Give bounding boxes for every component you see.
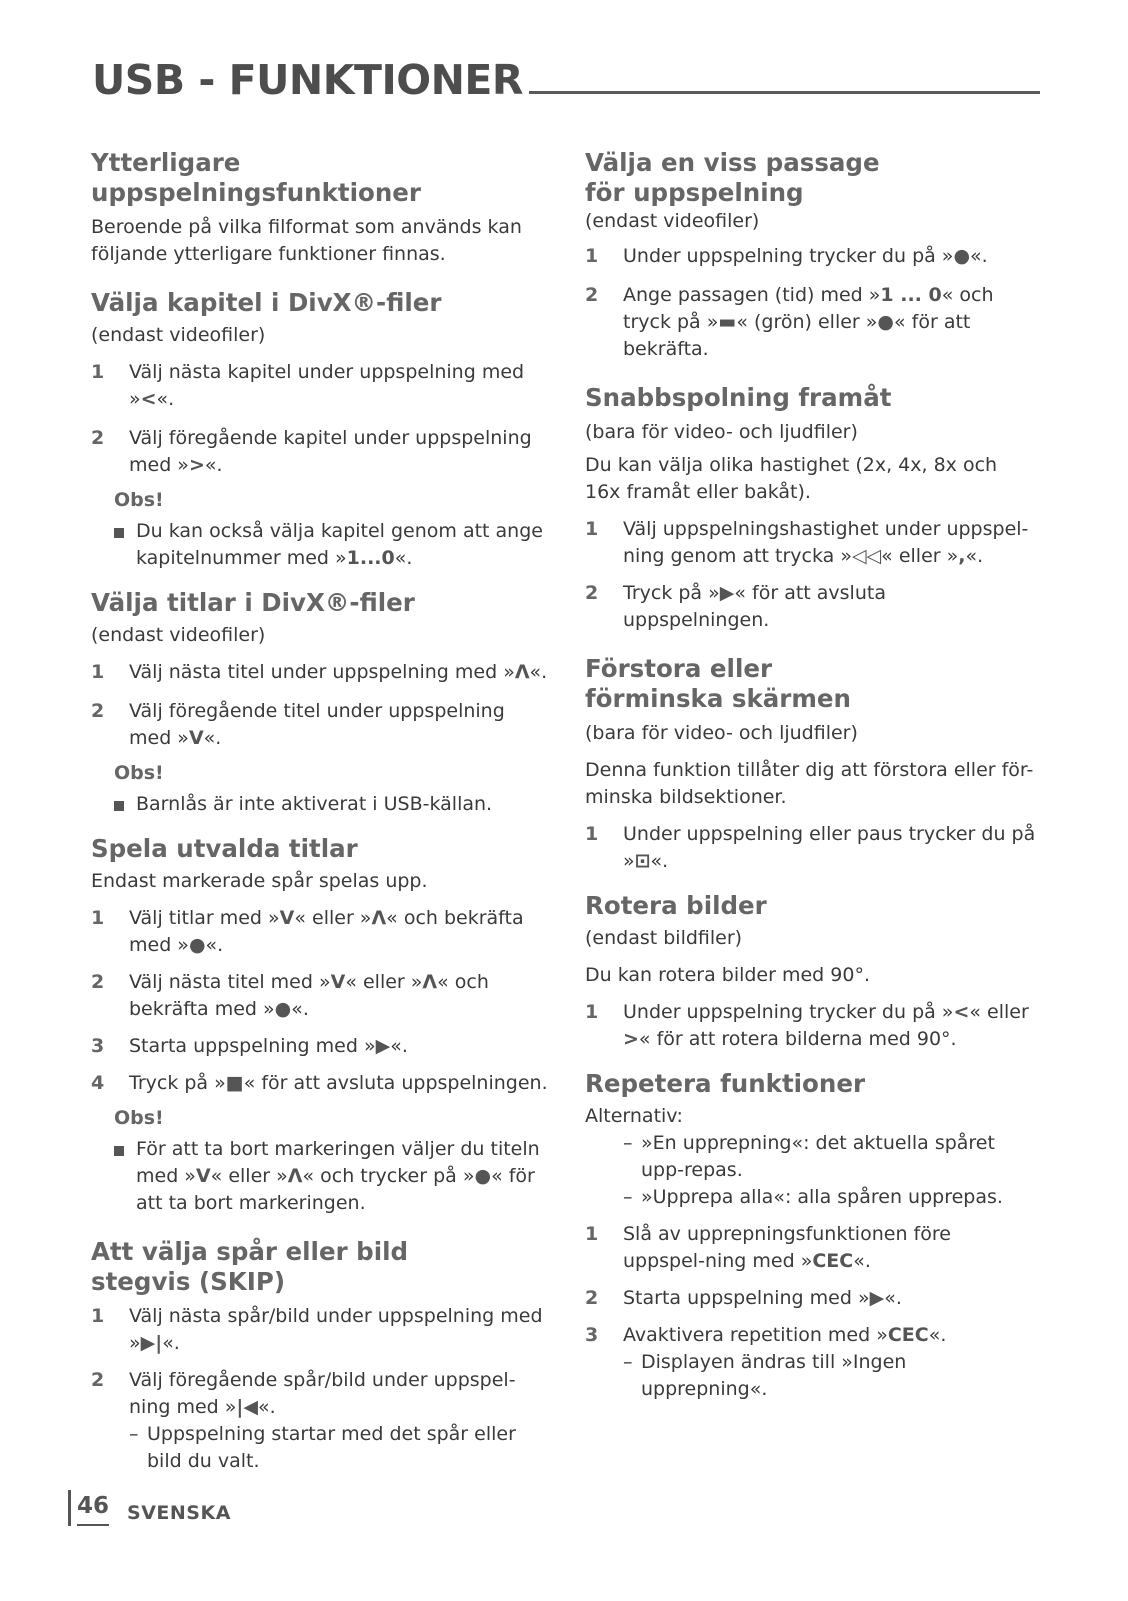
bullet-text-end: «.: [394, 547, 413, 569]
bullet-text: « för att ta bort markeringen.: [136, 1165, 535, 1214]
step-item: [585, 580, 1037, 634]
chevron-left-icon: <: [953, 1001, 970, 1023]
page-number: 46: [77, 1492, 109, 1526]
square-bullet-icon: [114, 1146, 124, 1156]
bullet-item: [114, 791, 551, 818]
skip-next-icon: ▶|: [140, 1332, 163, 1354]
green-button-icon: ▬: [718, 311, 737, 333]
dash-text: »En upprepning«: det aktuella spåret upp-repas.: [641, 1132, 995, 1181]
dash-item: – Displayen ändras till »Ingen upprepning«.: [623, 1349, 1037, 1403]
step-text: « eller: [969, 1001, 1029, 1023]
dash-text: Displayen ändras till »Ingen upprepning«.: [641, 1351, 907, 1400]
page-header: [92, 52, 1040, 102]
step-text: «.: [965, 545, 984, 567]
ok-dot-icon: ●: [877, 311, 894, 333]
number-keys-symbol: 1 ... 0: [880, 284, 942, 306]
step-text: « eller »: [345, 971, 423, 993]
step-text: Välj föregående kapitel under uppspelning med »: [129, 427, 532, 476]
step-number: 1: [585, 1223, 599, 1245]
chevron-down-icon: V: [279, 907, 295, 929]
square-bullet-icon: [114, 528, 124, 538]
section-title: Välja titlar i DivX®-filer: [91, 588, 415, 617]
step-number: 2: [585, 1287, 599, 1309]
step-text: Välj nästa titel med »: [129, 971, 331, 993]
step-item: [91, 905, 551, 959]
step-text-end: «.: [156, 388, 175, 410]
step-number: 1: [91, 661, 105, 683]
chevron-up-icon: Λ: [422, 971, 438, 993]
section-intro: Denna funktion tillåter dig att förstora eller för-minska bildsektioner.: [585, 759, 1034, 808]
step-text: « för att rotera bilderna med 90°.: [638, 1028, 957, 1050]
step-text: «.: [205, 934, 224, 956]
step-number: 1: [585, 518, 599, 540]
section-title: Välja en viss passage för uppspelning: [585, 148, 880, 207]
skip-prev-icon: |◀: [236, 1396, 258, 1418]
chevron-right-icon: >: [188, 454, 205, 476]
step-text: « och bekräfta med »: [129, 907, 524, 956]
forward-icon: ,: [958, 545, 966, 567]
obs-label: Obs!: [114, 1107, 164, 1129]
section-intro: Alternativ:: [585, 1105, 683, 1127]
step-text: Under uppspelning trycker du på »: [623, 245, 954, 267]
step-number: 3: [91, 1035, 105, 1057]
step-text: Välj titlar med »: [129, 907, 280, 929]
step-text: « och bekräfta med »: [129, 971, 489, 1020]
step-number: 2: [91, 1369, 105, 1391]
step-text: «.: [853, 1250, 871, 1272]
bullet-text: « eller »: [210, 1165, 288, 1187]
step-number: 2: [585, 284, 599, 306]
section-note: (endast videofiler): [585, 210, 760, 232]
obs-label: Obs!: [114, 489, 164, 511]
section-title: Snabbspolning framåt: [585, 383, 892, 412]
step-item: [585, 999, 1037, 1053]
dash-item: – Uppspelning startar med det spår eller bild du valt.: [129, 1421, 551, 1475]
step-text: Slå av upprepningsfunktionen före uppspel-ning med »: [623, 1223, 951, 1272]
bullet-item: [114, 518, 551, 572]
step-text: «.: [970, 245, 988, 267]
step-number: 1: [585, 823, 599, 845]
step-number: 2: [91, 971, 105, 993]
step-text: «.: [291, 998, 309, 1020]
step-text: Välj nästa kapitel under uppspelning med »: [129, 361, 525, 410]
step-number: 2: [91, 700, 105, 722]
ok-dot-icon: ●: [188, 934, 206, 956]
section-note: (endast videofiler): [91, 624, 266, 646]
dash-text: »Upprepa alla«: alla spåren upprepas.: [641, 1186, 1003, 1208]
step-text: « eller »: [881, 545, 959, 567]
obs-label: Obs!: [114, 762, 164, 784]
step-item: [585, 1221, 1037, 1275]
section-title: Spela utvalda titlar: [91, 834, 358, 863]
dash-item: – »En upprepning«: det aktuella spåret upp-repas.: [623, 1130, 1037, 1184]
step-text: Starta uppspelning med »: [129, 1035, 376, 1057]
section-title: Förstora eller förminska skärmen: [585, 654, 851, 713]
section-title: Att välja spår eller bild stegvis (SKIP): [91, 1237, 409, 1296]
step-text: Starta uppspelning med »: [623, 1287, 870, 1309]
play-icon: ▶: [375, 1035, 391, 1057]
stop-icon: ■: [225, 1072, 244, 1094]
step-item: [91, 969, 551, 1023]
cec-button-label: CEC: [887, 1324, 929, 1346]
ok-dot-icon: ●: [274, 998, 292, 1020]
section-note: (bara för video- och ljudfiler): [585, 421, 858, 443]
section-intro: Beroende på vilka filformat som används kan följande ytterligare funktioner finnas.: [91, 216, 522, 265]
header-rule: [529, 91, 1040, 94]
chevron-down-icon: V: [195, 1165, 211, 1187]
section-intro: Endast markerade spår spelas upp.: [91, 870, 428, 892]
step-item: [585, 1322, 1037, 1403]
play-icon: ▶: [719, 582, 735, 604]
page-footer: [68, 1488, 231, 1526]
step-number: 1: [91, 907, 105, 929]
bullet-item: [114, 1136, 551, 1217]
step-item: [585, 243, 1037, 270]
section-title: Välja kapitel i DivX®-filer: [91, 288, 442, 317]
step-item: [585, 821, 1037, 875]
chevron-down-icon: V: [330, 971, 346, 993]
section-title: Repetera funktioner: [585, 1069, 866, 1098]
chevron-up-icon: Λ: [371, 907, 387, 929]
section-note: (endast bildfiler): [585, 927, 743, 949]
section-title: Rotera bilder: [585, 891, 767, 920]
language-label: SVENSKA: [127, 1502, 231, 1524]
dash-item: – »Upprepa alla«: alla spåren upprepas.: [623, 1184, 1037, 1211]
step-item: [91, 1070, 551, 1097]
step-item: [91, 359, 551, 413]
step-text: Under uppspelning eller paus trycker du på »: [623, 823, 1036, 872]
step-text: Ange passagen (tid) med »: [623, 284, 881, 306]
step-text: Under uppspelning trycker du på »: [623, 1001, 954, 1023]
step-number: 2: [585, 582, 599, 604]
play-icon: ▶: [869, 1287, 885, 1309]
step-text-end: «.: [529, 661, 548, 683]
step-text: «.: [257, 1396, 276, 1418]
page-title: USB - FUNKTIONER: [92, 56, 523, 104]
chevron-down-icon: V: [188, 727, 204, 749]
step-number: 1: [585, 1001, 599, 1023]
ok-dot-icon: ●: [474, 1165, 492, 1187]
step-text: Välj nästa spår/bild under uppspelning med »: [129, 1305, 543, 1354]
step-text: «.: [928, 1324, 947, 1346]
step-text: «.: [162, 1332, 180, 1354]
step-text: «.: [884, 1287, 902, 1309]
step-number: 1: [91, 361, 105, 383]
step-text: Avaktivera repetition med »: [623, 1324, 888, 1346]
chevron-left-icon: <: [140, 388, 157, 410]
step-number: 4: [91, 1072, 105, 1094]
step-item: [91, 659, 551, 686]
step-item: [91, 1303, 551, 1357]
bullet-text: Barnlås är inte aktiverat i USB-källan.: [136, 793, 493, 815]
step-text: « för att avsluta uppspelningen.: [243, 1072, 548, 1094]
number-keys-symbol: 1...0: [346, 547, 395, 569]
step-item: [91, 1367, 551, 1475]
rewind-icon: ◁◁: [851, 545, 882, 567]
step-item: [91, 698, 551, 752]
section-intro: Du kan välja olika hastighet (2x, 4x, 8x och 16x framåt eller bakåt).: [585, 454, 998, 503]
step-item: [585, 516, 1037, 570]
step-text: « för att bekräfta.: [623, 311, 971, 360]
footer-bar: [68, 1490, 71, 1526]
step-number: 3: [585, 1324, 599, 1346]
square-bullet-icon: [114, 801, 124, 811]
step-item: [91, 1033, 551, 1060]
step-text: Tryck på »: [623, 582, 720, 604]
zoom-icon: ⊡: [634, 850, 651, 872]
step-text-end: «.: [204, 454, 223, 476]
chevron-up-icon: Λ: [514, 661, 530, 683]
step-number: 1: [585, 245, 599, 267]
step-text: Välj föregående spår/bild under uppspel-ning med »: [129, 1369, 516, 1418]
step-text: « (grön) eller »: [736, 311, 878, 333]
section-note: (bara för video- och ljudfiler): [585, 722, 858, 744]
step-text: Tryck på »: [129, 1072, 226, 1094]
chevron-right-icon: >: [623, 1028, 639, 1050]
step-text-end: «.: [203, 727, 222, 749]
step-text: «.: [650, 850, 669, 872]
step-text: « och tryck på »: [623, 284, 994, 333]
cec-button-label: CEC: [812, 1250, 854, 1272]
step-text: Välj nästa titel under uppspelning med »: [129, 661, 515, 683]
section-intro: Du kan rotera bilder med 90°.: [585, 964, 870, 986]
bullet-text: « och trycker på »: [302, 1165, 475, 1187]
right-column: [585, 148, 1037, 1403]
step-number: 1: [91, 1305, 105, 1327]
section-note: (endast videofiler): [91, 324, 266, 346]
bullet-text: Du kan också välja kapitel genom att ange kapitelnummer med »: [136, 520, 543, 569]
dash-text: Uppspelning startar med det spår eller bild du valt.: [147, 1423, 516, 1472]
bullet-text: För att ta bort markeringen väljer du titeln med »: [136, 1138, 540, 1187]
step-text: Välj föregående titel under uppspelning med »: [129, 700, 505, 749]
section-title: Ytterligare uppspelningsfunktioner: [91, 148, 421, 207]
step-text: « för att avsluta uppspelningen.: [623, 582, 886, 631]
chevron-up-icon: Λ: [287, 1165, 303, 1187]
ok-dot-icon: ●: [953, 245, 971, 267]
step-item: [585, 1285, 1037, 1312]
step-text: «.: [390, 1035, 408, 1057]
step-number: 2: [91, 427, 105, 449]
step-text: Välj uppspelningshastighet under uppspel-ning genom att trycka »: [623, 518, 1029, 567]
step-item: [91, 425, 551, 479]
left-column: [91, 148, 551, 1475]
step-text: « eller »: [294, 907, 372, 929]
step-item: [585, 282, 1037, 363]
